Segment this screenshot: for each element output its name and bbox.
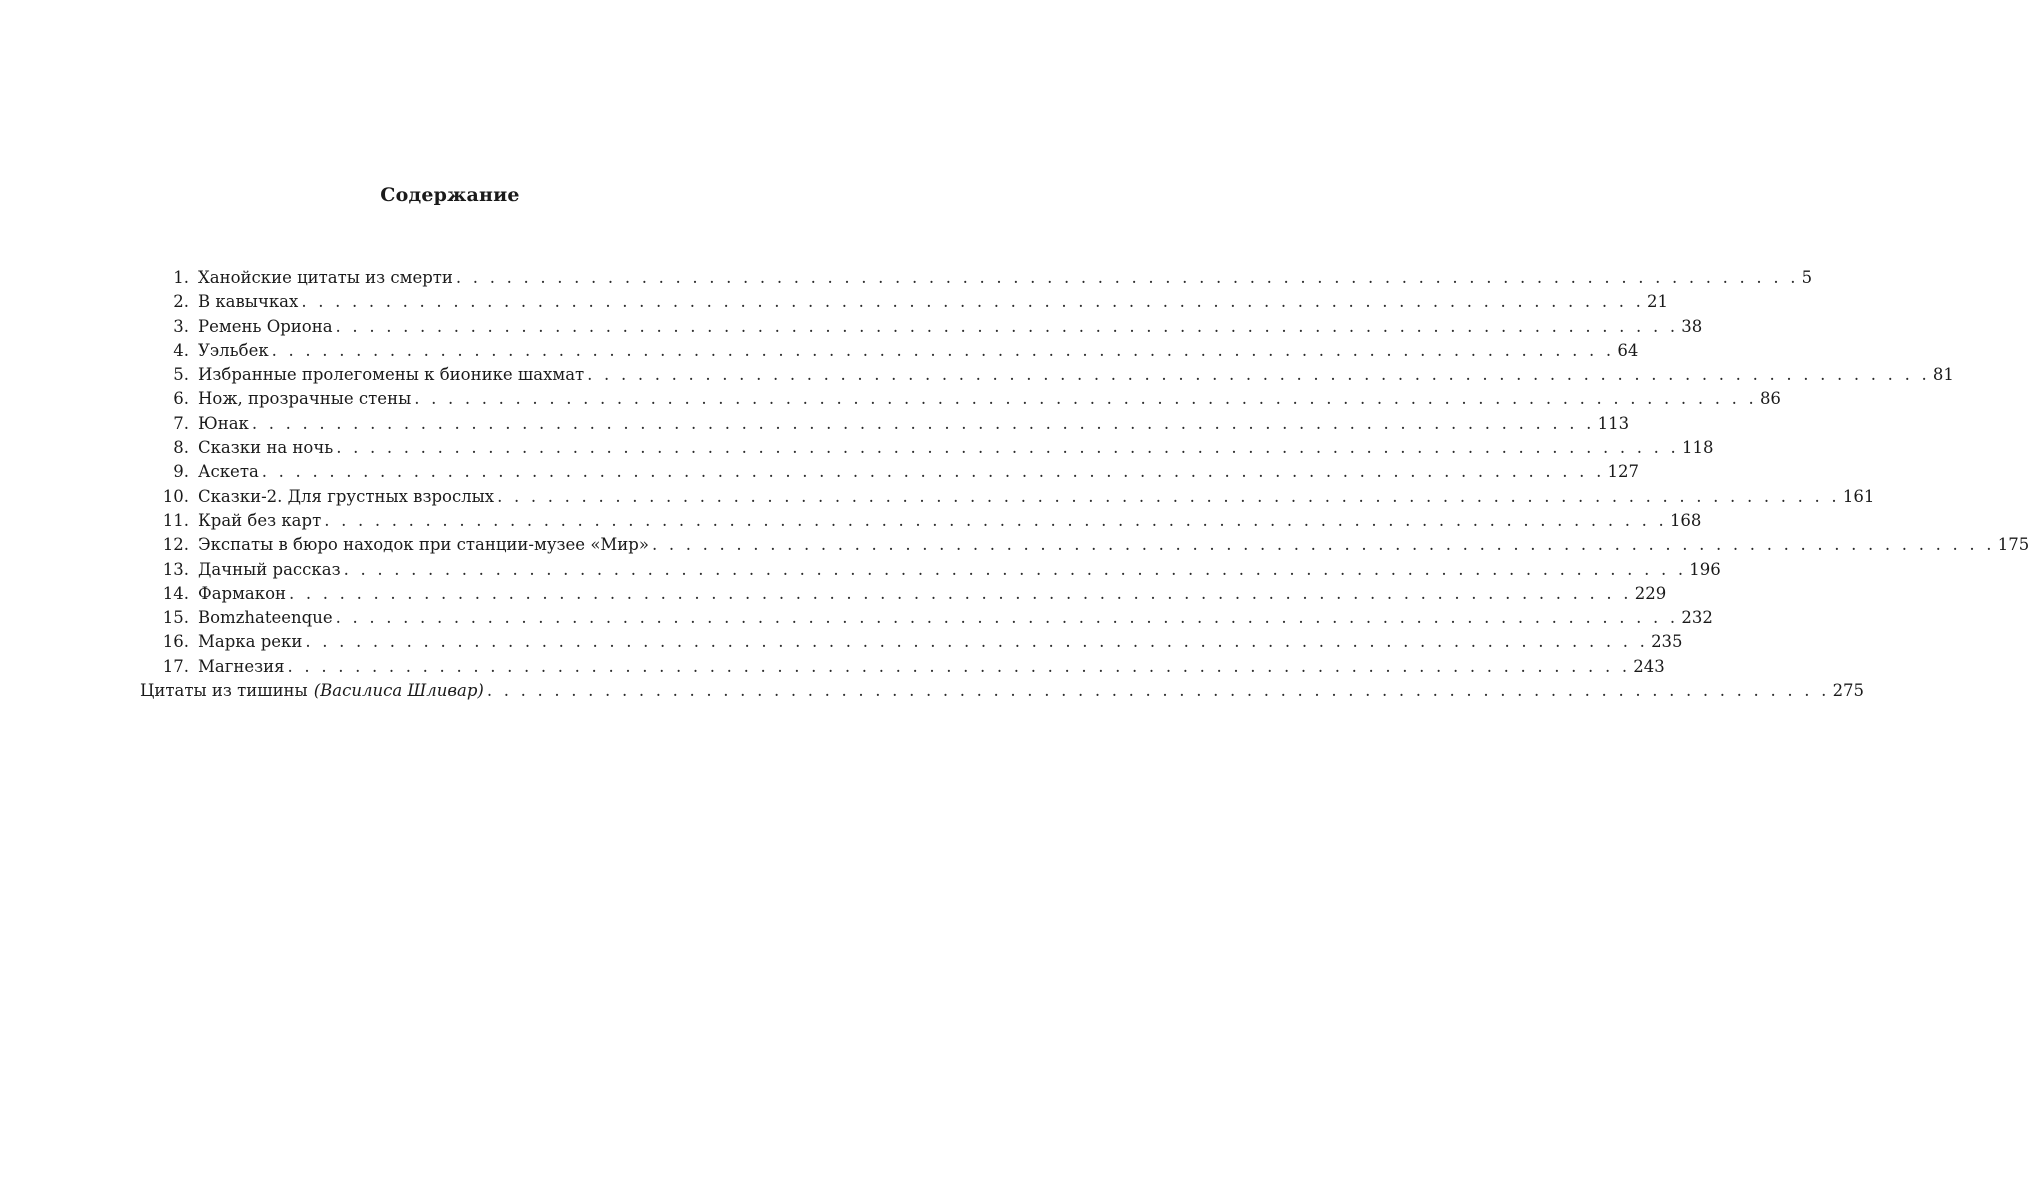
toc-entry xyxy=(140,582,1667,606)
toc-entry-title: Ханойские цитаты из смерти xyxy=(198,268,453,287)
toc-entry xyxy=(140,558,1721,582)
table-of-contents xyxy=(140,266,2029,703)
toc-entry-number: 15. xyxy=(162,608,189,628)
toc-entry xyxy=(140,339,1639,363)
toc-entry-title: В кавычках xyxy=(198,292,299,312)
dot-leader: . . . . . . . . . . . . . . . . . . . . . . . . . . . . . . . . . . . . . . . . . . . . . . . . . . . . . . . . . . . . . . . . . . . . . . . . . . . . . . . . xyxy=(497,486,1840,506)
dot-leader: . . . . . . . . . . . . . . . . . . . . . . . . . . . . . . . . . . . . . . . . . . . . . . . . . . . . . . . . . . . . . . . . . . . . . . . . . . . . . . . . xyxy=(343,559,1687,579)
toc-entry-page: 64 xyxy=(1617,340,1639,360)
dot-leader: . . . . . . . . . . . . . . . . . . . . . . . . . . . . . . . . . . . . . . . . . . . . . . . . . . . . . . . . . . . . . . . . . . . . . . . . . . . . . . . . xyxy=(651,535,1995,555)
toc-entry-number: 9. xyxy=(173,462,189,482)
toc-entry-number: 13. xyxy=(162,559,189,579)
dot-leader: . . . . . . . . . . . . . . . . . . . . . . . . . . . . . . . . . . . . . . . . . . . . . . . . . . . . . . . . . . . . . . . . . . . . . . . . . . . . . . . . xyxy=(486,681,1830,701)
toc-entry-page: 81 xyxy=(1932,365,1954,385)
dot-leader: . . . . . . . . . . . . . . . . . . . . . . . . . . . . . . . . . . . . . . . . . . . . . . . . . . . . . . . . . . . . . . . . . . . . . . . . . . . . . . . . xyxy=(261,462,1605,482)
toc-entry-page: 5 xyxy=(1801,268,1813,287)
toc-entry-title: Bomzhateenque xyxy=(198,608,333,628)
dot-leader: . . . . . . . . . . . . . . . . . . . . . . . . . . . . . . . . . . . . . . . . . . . . . . . . . . . . . . . . . . . . . . . . . . . . . . . . . . . . . . . . xyxy=(414,389,1757,409)
toc-entry-number: 6. xyxy=(173,389,189,409)
page-title: Содержание xyxy=(380,184,520,206)
toc-entry-page: 168 xyxy=(1669,510,1702,530)
toc-entry-number: 17. xyxy=(162,656,189,676)
toc-entry-title: Аскета xyxy=(198,462,259,482)
toc-entry xyxy=(140,655,1665,679)
toc-entry-page: 196 xyxy=(1689,559,1721,579)
toc-afterword-title: Цитаты из тишины xyxy=(140,681,308,701)
toc-entry-page: 243 xyxy=(1633,656,1665,676)
toc-entry-page: 161 xyxy=(1842,486,1875,506)
toc-entry xyxy=(140,290,1669,314)
toc-entry-number: 11. xyxy=(162,510,189,530)
dot-leader: . . . . . . . . . . . . . . . . . . . . . . . . . . . . . . . . . . . . . . . . . . . . . . . . . . . . . . . . . . . . . . . . . . . . . . . . . . . . . . . . xyxy=(335,316,1679,336)
toc-entry-number: 2. xyxy=(173,292,189,312)
toc-afterword-page: 275 xyxy=(1832,681,1865,701)
dot-leader: . . . . . . . . . . . . . . . . . . . . . . . . . . . . . . . . . . . . . . . . . . . . . . . . . . . . . . . . . . . . . . . . . . . . . . . . . . . . . . . . xyxy=(301,292,1645,312)
toc-entry-page: 229 xyxy=(1634,583,1667,603)
dot-leader: . . . . . . . . . . . . . . . . . . . . . . . . . . . . . . . . . . . . . . . . . . . . . . . . . . . . . . . . . . . . . . . . . . . . . . . . . . . . . . . . xyxy=(287,656,1631,676)
toc-entry-number: 4. xyxy=(173,340,189,360)
dot-leader: . . . . . . . . . . . . . . . . . . . . . . . . . . . . . . . . . . . . . . . . . . . . . . . . . . . . . . . . . . . . . . . . . . . . . . . . . . . . . . . . xyxy=(455,268,1799,287)
toc-entry-title: Сказки-2. Для грустных взрослых xyxy=(198,486,495,506)
toc-entry-number: 5. xyxy=(173,365,189,385)
toc-entry-title: Юнак xyxy=(198,413,249,433)
toc-entry-title: Экспаты в бюро находок при станции-музее «Мир» xyxy=(198,535,649,555)
toc-entry-page: 235 xyxy=(1651,632,1683,652)
toc-entry xyxy=(140,460,1640,484)
toc-entry-page: 113 xyxy=(1597,413,1630,433)
dot-leader: . . . . . . . . . . . . . . . . . . . . . . . . . . . . . . . . . . . . . . . . . . . . . . . . . . . . . . . . . . . . . . . . . . . . . . . . . . . . . . . . xyxy=(251,413,1595,433)
toc-entry-title: Избранные пролегомены к бионике шахмат xyxy=(198,365,585,385)
toc-entry xyxy=(140,436,1714,460)
toc-entry-number: 7. xyxy=(173,413,189,433)
toc-entry-number: 8. xyxy=(173,438,189,458)
toc-entry-number: 1. xyxy=(173,268,189,287)
toc-entry xyxy=(140,533,2029,557)
dot-leader: . . . . . . . . . . . . . . . . . . . . . . . . . . . . . . . . . . . . . . . . . . . . . . . . . . . . . . . . . . . . . . . . . . . . . . . . . . . . . . . . xyxy=(336,438,1679,458)
toc-entry-title: Магнезия xyxy=(198,656,285,676)
toc-entry-page: 118 xyxy=(1681,438,1714,458)
toc-entry xyxy=(140,363,1954,387)
toc-entry xyxy=(140,412,1630,436)
toc-entry-title: Край без карт xyxy=(198,510,322,530)
toc-entry-title: Нож, прозрачные стены xyxy=(198,389,412,409)
toc-entry xyxy=(140,630,1683,654)
toc-entry-page: 86 xyxy=(1759,389,1781,409)
toc-entry-number: 3. xyxy=(173,316,189,336)
toc-entry xyxy=(140,606,1713,630)
toc-entry xyxy=(140,266,1813,290)
toc-entry-title: Фармакон xyxy=(198,583,287,603)
toc-entry-number: 12. xyxy=(162,535,189,555)
dot-leader: . . . . . . . . . . . . . . . . . . . . . . . . . . . . . . . . . . . . . . . . . . . . . . . . . . . . . . . . . . . . . . . . . . . . . . . . . . . . . . . . xyxy=(335,608,1679,628)
dot-leader: . . . . . . . . . . . . . . . . . . . . . . . . . . . . . . . . . . . . . . . . . . . . . . . . . . . . . . . . . . . . . . . . . . . . . . . . . . . . . . . . xyxy=(305,632,1649,652)
dot-leader: . . . . . . . . . . . . . . . . . . . . . . . . . . . . . . . . . . . . . . . . . . . . . . . . . . . . . . . . . . . . . . . . . . . . . . . . . . . . . . . . xyxy=(271,340,1615,360)
toc-entry-title: Уэльбек xyxy=(198,340,269,360)
toc-afterword-author: (Василиса Шливар) xyxy=(313,681,484,701)
toc-entry-number: 10. xyxy=(162,486,189,506)
toc-entry-title: Ремень Ориона xyxy=(198,316,333,336)
dot-leader: . . . . . . . . . . . . . . . . . . . . . . . . . . . . . . . . . . . . . . . . . . . . . . . . . . . . . . . . . . . . . . . . . . . . . . . . . . . . . . . . xyxy=(587,365,1930,385)
toc-entry-page: 38 xyxy=(1681,316,1703,336)
toc-entry-page: 127 xyxy=(1607,462,1640,482)
toc-entry xyxy=(140,485,1875,509)
toc-entry xyxy=(140,509,1702,533)
toc-entry-title: Дачный рассказ xyxy=(198,559,341,579)
toc-entry-page: 21 xyxy=(1647,292,1669,312)
toc-entry-title: Марка реки xyxy=(198,632,303,652)
toc-entry-number: 16. xyxy=(162,632,189,652)
toc-entry xyxy=(140,315,1703,339)
toc-entry-page: 175 xyxy=(1997,535,2029,555)
toc-entry-title: Сказки на ночь xyxy=(198,438,334,458)
dot-leader: . . . . . . . . . . . . . . . . . . . . . . . . . . . . . . . . . . . . . . . . . . . . . . . . . . . . . . . . . . . . . . . . . . . . . . . . . . . . . . . . xyxy=(324,510,1667,530)
toc-entry-number: 14. xyxy=(162,583,189,603)
toc-afterword-entry xyxy=(140,679,1865,703)
dot-leader: . . . . . . . . . . . . . . . . . . . . . . . . . . . . . . . . . . . . . . . . . . . . . . . . . . . . . . . . . . . . . . . . . . . . . . . . . . . . . . . . xyxy=(289,583,1632,603)
toc-entry xyxy=(140,387,1781,411)
toc-entry-page: 232 xyxy=(1681,608,1713,628)
